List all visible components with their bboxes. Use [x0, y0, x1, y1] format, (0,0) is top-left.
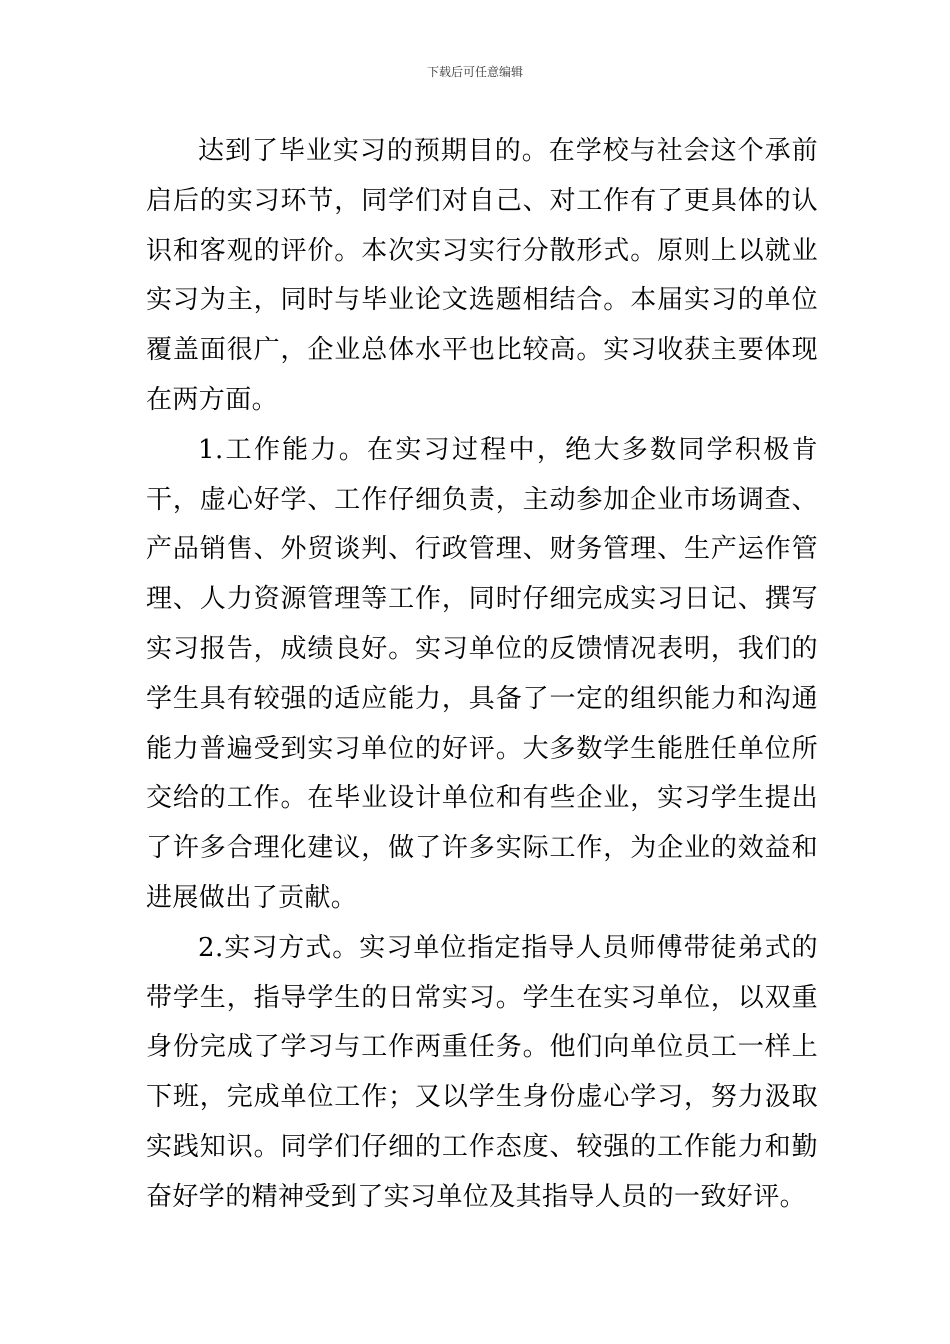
paragraph-intro: 达到了毕业实习的预期目的。在学校与社会这个承前启后的实习环节，同学们对自己、对工作有了更具体的认识和客观的评价。本次实习实行分散形式。原则上以就业实习为主，同时与毕业论文选题相结合。本届实习的单位覆盖面很广，企业总体水平也比较高。实习收获主要体现在两方面。	[146, 136, 818, 415]
paragraph-internship-method: 2.实习方式。实习单位指定指导人员师傅带徒弟式的带学生，指导学生的日常实习。学生在实习单位，以双重身份完成了学习与工作两重任务。他们向单位员工一样上下班，完成单位工作；又以学生身份虚心学习，努力汲取实践知识。同学们仔细的工作态度、较强的工作能力和勤奋好学的精神受到了实习单位及其指导人员的一致好评。	[146, 932, 818, 1212]
paragraph-work-ability: 1.工作能力。在实习过程中，绝大多数同学积极肯干，虚心好学、工作仔细负责，主动参加企业市场调查、产品销售、外贸谈判、行政管理、财务管理、生产运作管理、人力资源管理等工作，同时仔细完成实习日记、撰写实习报告，成绩良好。实习单位的反馈情况表明，我们的学生具有较强的适应能力，具备了一定的组织能力和沟通能力普遍受到实习单位的好评。大多数学生能胜任单位所交给的工作。在毕业设计单位和有些企业，实习学生提出了许多合理化建议，做了许多实际工作，为企业的效益和进展做出了贡献。	[146, 434, 818, 913]
page-header: 下载后可任意编辑	[426, 65, 523, 79]
document-body	[146, 127, 818, 1223]
